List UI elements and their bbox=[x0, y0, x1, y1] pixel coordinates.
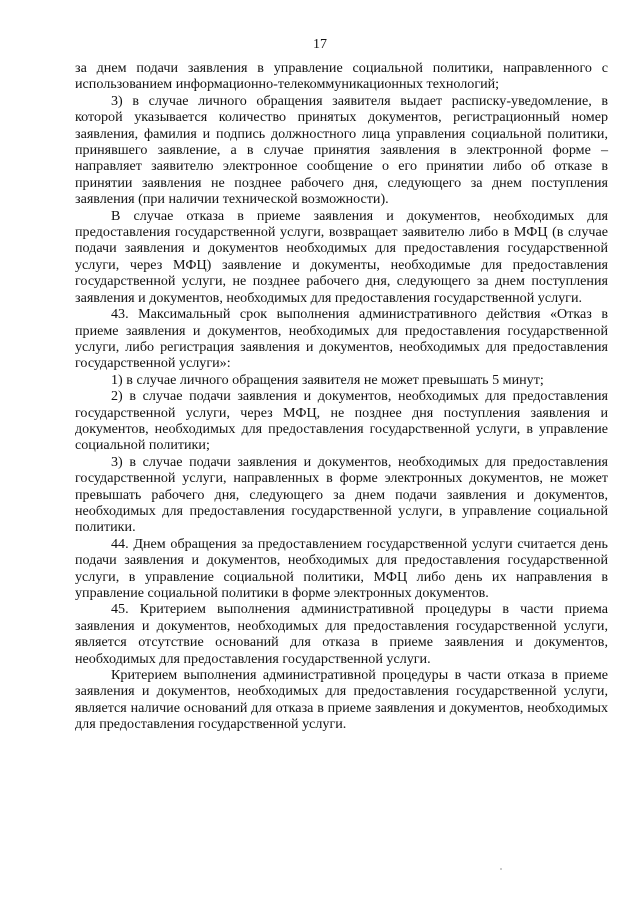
paragraph-clause-44: 44. Днем обращения за предоставлением государственной услуги считается день подачи заявления и документов, необходимых для предоставления государственной услуги, в управление социальной политики, МФЦ либо день их направления в управление социальной политики в форме электронных документов. bbox=[75, 535, 608, 601]
paragraph-clause-43-item-3: 3) в случае подачи заявления и документов, необходимых для предоставления государственной услуги, направленных в форме электронных документов, не может превышать рабочего дня, следующего за днем подачи заявления и документов, необходимых для предоставления государственной услуги, в управление социальной политики. bbox=[75, 453, 608, 536]
paragraph-refusal-return: В случае отказа в приеме заявления и документов, необходимых для предоставления государственной услуги, возвращает заявителю либо в МФЦ (в случае подачи заявления и документов необходимых для предоставления государственной услуги, через МФЦ) заявление и документы, необходимые для предоставления государственной услуги, не позднее рабочего дня, следующего за днем поступления заявления и документов, необходимых для предоставления государственной услуги. bbox=[75, 207, 608, 306]
paragraph-clause-45: 45. Критерием выполнения административной процедуры в части приема заявления и документов, необходимых для предоставления государственной услуги, является отсутствие оснований для отказа в приеме заявления и документов, необходимых для предоставления государственной услуги. bbox=[75, 601, 608, 667]
paragraph-item-3-receipt: 3) в случае личного обращения заявителя выдает расписку-уведомление, в которой указывается количество принятых документов, регистрационный номер заявления, фамилия и подпись должностного лица управления социальной политики, принявшего заявление, а в случае принятия заявления в электронной форме – направляет заявителю электронное сообщение о его принятии либо об отказе в принятии заявления не позднее рабочего дня, следующего за днем поступления заявления (при наличии технической возможности). bbox=[75, 92, 608, 208]
paragraph-clause-43: 43. Максимальный срок выполнения административного действия «Отказ в приеме заявления и документов, необходимых для предоставления государственной услуги, либо регистрация заявления и документов, необходимых для предоставления государственной услуги»: bbox=[75, 306, 608, 372]
paragraph-clause-43-item-1: 1) в случае личного обращения заявителя не может превышать 5 минут; bbox=[111, 371, 544, 388]
paragraph-continuation: за днем подачи заявления в управление социальной политики, направленного с использованием информационно-телекоммуникационных технологий; bbox=[75, 60, 608, 93]
paragraph-refusal-criterion: Критерием выполнения административной процедуры в части отказа в приеме заявления и документов, необходимых для предоставления государственной услуги, является наличие оснований для отказа в приеме заявления и документов, необходимых для предоставления государственной услуги. bbox=[75, 667, 608, 733]
scan-speck bbox=[500, 868, 502, 870]
paragraph-clause-43-item-2: 2) в случае подачи заявления и документов, необходимых для предоставления государственной услуги, через МФЦ, не позднее дня поступления заявления и документов, необходимых для предоставления государственной услуги, в управление социальной политики; bbox=[75, 388, 608, 454]
page-body bbox=[75, 60, 608, 733]
page-number: 17 bbox=[313, 37, 327, 52]
